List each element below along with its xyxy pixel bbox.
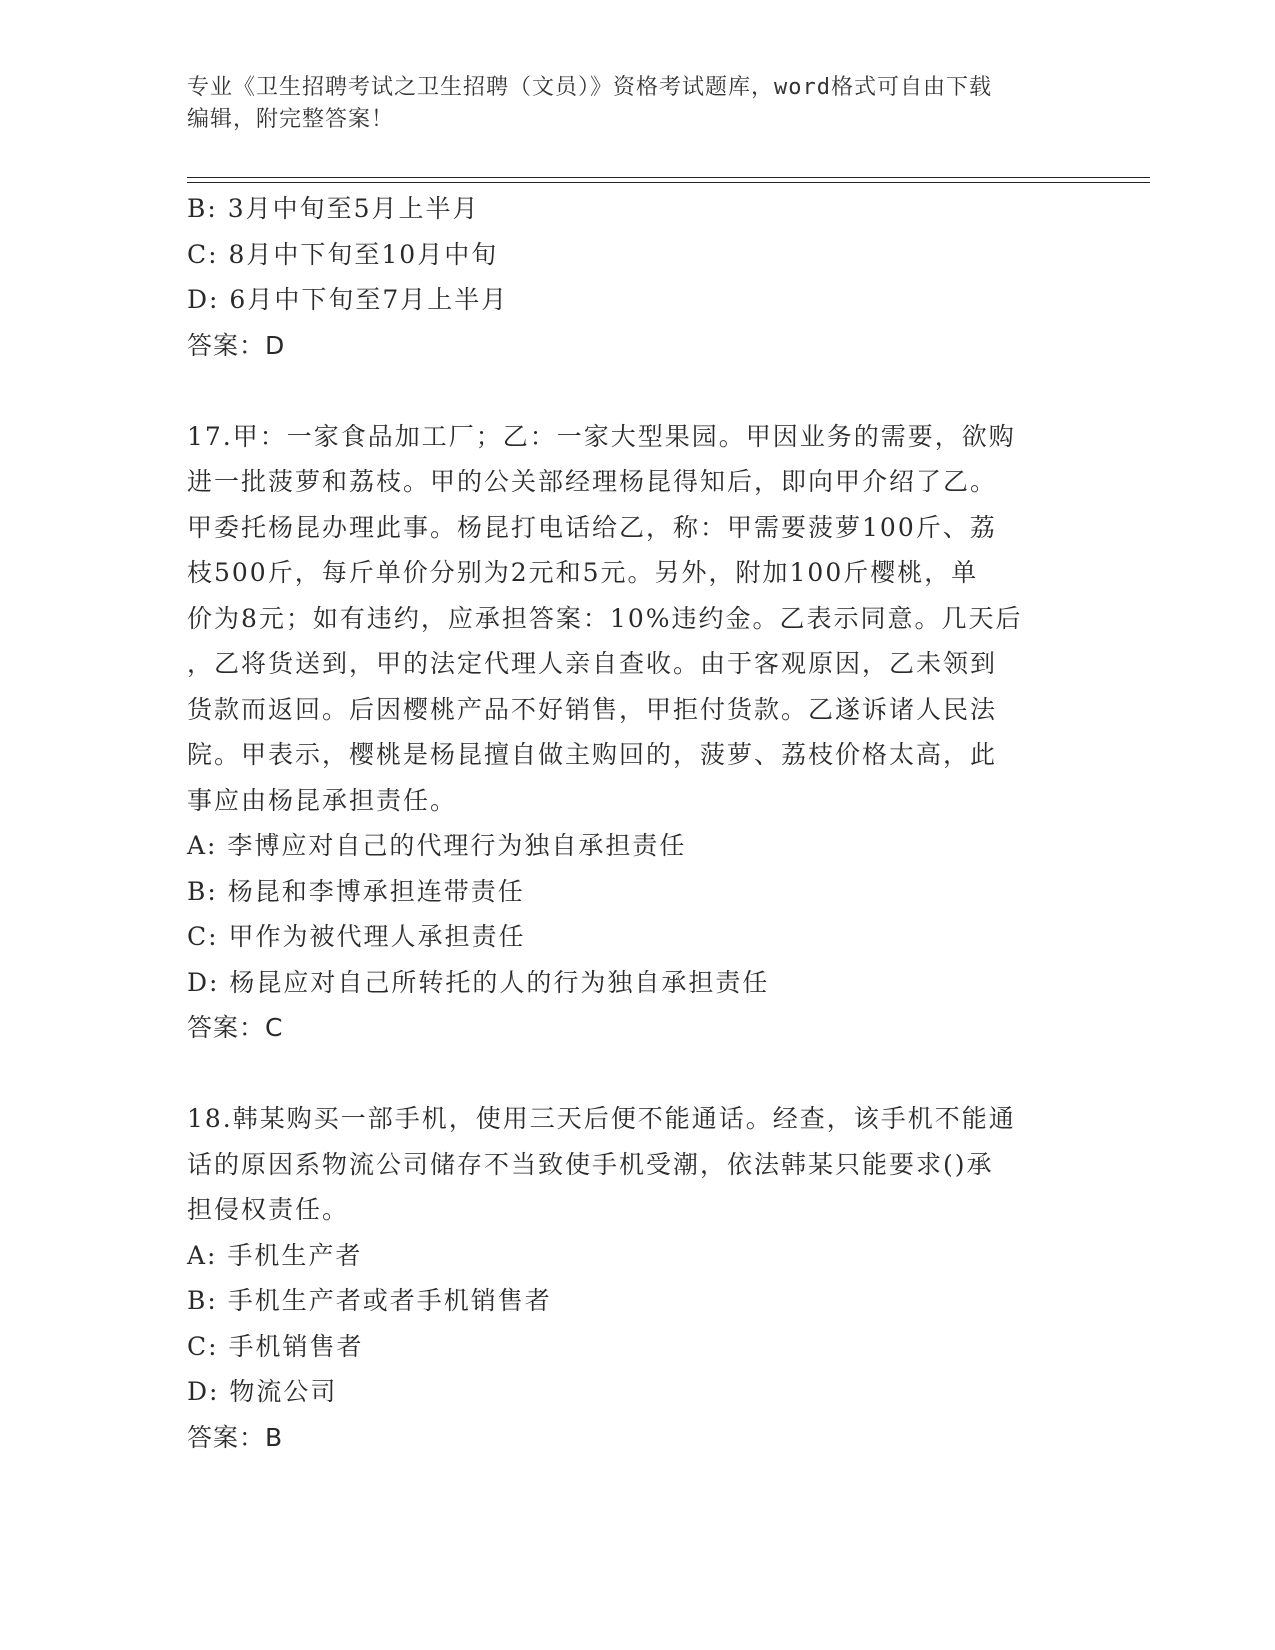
question-text-line: 院。甲表示，樱桃是杨昆擅自做主购回的，菠萝、荔枝价格太高，此 (187, 740, 998, 769)
question-text-line: 18.韩某购买一部手机，使用三天后便不能通话。经查，该手机不能通 (187, 1104, 1016, 1133)
header-divider-top (187, 177, 1150, 178)
question-text-line: 货款而返回。后因樱桃产品不好销售，甲拒付货款。乙遂诉诸人民法 (187, 694, 998, 724)
question-18 (187, 1096, 1077, 1460)
option-b: B: 杨昆和李博承担连带责任 (187, 876, 525, 906)
option-c: C: 甲作为被代理人承担责任 (187, 922, 526, 951)
spacer (187, 368, 1077, 414)
answer-line: 答案：D (187, 330, 286, 360)
document-body (187, 186, 1077, 1460)
question-17 (187, 414, 1077, 1051)
option-d: D: 物流公司 (187, 1377, 338, 1406)
option-b: B: 3月中旬至5月上半月 (187, 194, 480, 223)
option-a: A: 手机生产者 (187, 1240, 363, 1270)
header-line-1: 专业《卫生招聘考试之卫生招聘（文员）》资格考试题库，word格式可自由下载 (187, 75, 992, 100)
option-c: C: 8月中下旬至10月中旬 (187, 239, 499, 269)
option-a: A: 李博应对自己的代理行为独自承担责任 (187, 831, 687, 860)
header-line-2: 编辑，附完整答案！ (187, 107, 395, 132)
question-text-line: 甲委托杨昆办理此事。杨昆打电话给乙，称：甲需要菠萝100斤、荔 (187, 512, 997, 542)
question-text-line: 进一批菠萝和荔枝。甲的公关部经理杨昆得知后，即向甲介绍了乙。 (187, 467, 998, 496)
answer-line: 答案：B (187, 1422, 284, 1452)
option-c: C: 手机销售者 (187, 1331, 364, 1361)
option-b: B: 手机生产者或者手机销售者 (187, 1286, 552, 1315)
question-text-line: 担侵权责任。 (187, 1195, 350, 1224)
answer-line: 答案：C (187, 1013, 284, 1042)
spacer (187, 1051, 1077, 1097)
question-text-line: 枝500斤，每斤单价分别为2元和5元。另外，附加100斤樱桃，单 (187, 558, 979, 587)
page-header (187, 72, 1087, 136)
question-text-line: 事应由杨昆承担责任。 (187, 785, 458, 815)
option-d: D: 6月中下旬至7月上半月 (187, 285, 509, 314)
question-text-line: 话的原因系物流公司储存不当致使手机受潮，依法韩某只能要求()承 (187, 1149, 994, 1179)
option-d: D: 杨昆应对自己所转托的人的行为独自承担责任 (187, 967, 770, 997)
header-divider-bottom (187, 182, 1150, 183)
question-text-line: ，乙将货送到，甲的法定代理人亲自查收。由于客观原因，乙未领到 (187, 649, 998, 678)
question-text-line: 17.甲：一家食品加工厂；乙：一家大型果园。甲因业务的需要，欲购 (187, 421, 1016, 451)
previous-question (187, 186, 1077, 368)
question-text-line: 价为8元；如有违约，应承担答案：10%违约金。乙表示同意。几天后 (187, 603, 1023, 633)
